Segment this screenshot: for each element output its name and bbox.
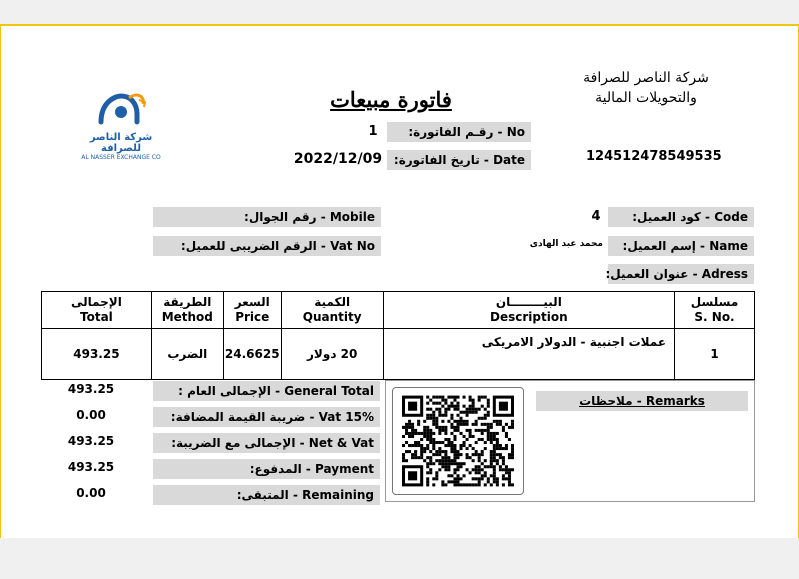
remaining-value: 0.00 — [76, 486, 106, 500]
client-address-label: Adress - عنوان العميل: — [608, 264, 754, 284]
remaining-label: Remaining - المتبقى: — [153, 485, 380, 505]
qr-code-icon — [402, 395, 514, 487]
cell-quantity: 20 دولار — [281, 329, 383, 380]
col-total-header: الإجمالى Total — [42, 292, 152, 329]
company-logo — [71, 88, 171, 161]
company-name-line2: والتحويلات المالية — [595, 90, 697, 106]
client-name-value: محمد عبد الهادى — [529, 239, 603, 249]
general-total-label: General Total - الإجمالى العام : — [153, 381, 380, 401]
col-method-header: الطريقة Method — [151, 292, 223, 329]
qr-code-frame — [392, 387, 524, 495]
payment-label: Payment - المدفوع: — [153, 459, 380, 479]
col-quantity-header: الكمية Quantity — [281, 292, 383, 329]
table-header-row — [42, 292, 755, 329]
cell-total: 493.25 — [42, 329, 152, 380]
logo-text-ar: شركة الناصر للصرافة — [89, 132, 153, 154]
invoice-no-value: 1 — [368, 124, 378, 139]
cell-description: عملات اجنبية - الدولار الامريكى — [383, 329, 674, 380]
table-row — [42, 329, 755, 380]
client-name-label: Name - إسم العميل: — [608, 236, 754, 256]
net-vat-value: 493.25 — [67, 434, 115, 448]
logo-mark-icon — [71, 88, 171, 128]
vat-no-label: Vat No - الرقم الضريبى للعميل: — [153, 236, 381, 256]
client-code-value: 4 — [591, 209, 601, 224]
cell-price: 24.6625 — [223, 329, 281, 380]
payment-value: 493.25 — [67, 460, 115, 474]
cell-method: الضرب — [151, 329, 223, 380]
logo-text-en: AL NASSER EXCHANGE CO — [81, 154, 161, 161]
company-name-line1: شركة الناصر للصرافة — [583, 70, 709, 86]
invoice-page — [0, 24, 799, 538]
net-vat-label: Net & Vat - الإجمالى مع الضريبة: — [153, 433, 380, 453]
general-total-value: 493.25 — [67, 382, 115, 396]
company-name — [561, 68, 731, 108]
remarks-label: Remarks - ملاحظات — [536, 391, 748, 411]
col-price-header: السعر Price — [223, 292, 281, 329]
invoice-no-label: No - رقـم الفاتورة: — [387, 122, 531, 142]
vat-value: 0.00 — [76, 408, 106, 422]
cell-sno: 1 — [675, 329, 755, 380]
client-code-label: Code - كود العميل: — [608, 207, 754, 227]
remarks-box — [385, 380, 755, 502]
vat-label: Vat 15% - ضريبة القيمة المضافة: — [153, 407, 380, 427]
invoice-title: فاتورة مبيعات — [330, 87, 452, 112]
mobile-label: Mobile - رقم الجوال: — [153, 207, 381, 227]
items-table — [41, 291, 755, 380]
invoice-date-value: 2022/12/09 — [293, 151, 383, 167]
invoice-date-label: Date - تاريخ الفاتورة: — [387, 150, 531, 170]
col-description-header: البيــــــــان Description — [383, 292, 674, 329]
company-number: 124512478549535 — [586, 149, 722, 164]
col-sno-header: مسلسل S. No. — [675, 292, 755, 329]
